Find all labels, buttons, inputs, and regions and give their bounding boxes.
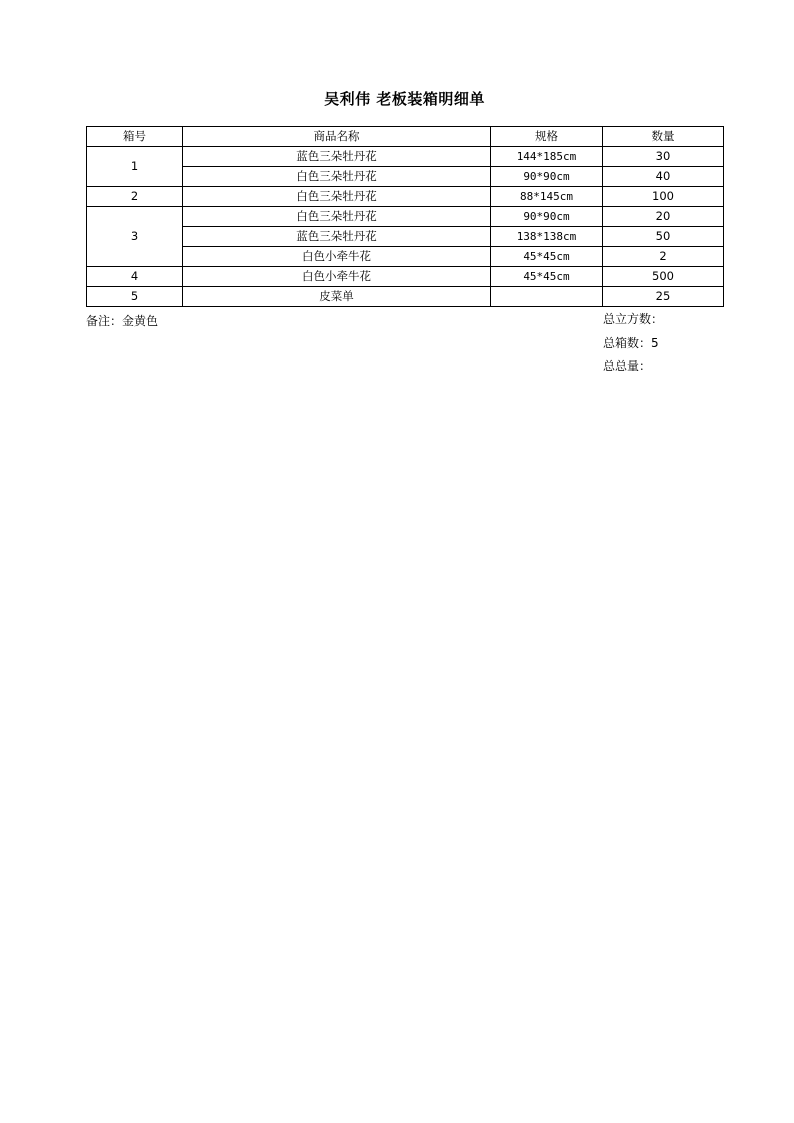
quantity-cell: 2	[603, 247, 724, 267]
table-row	[87, 247, 724, 267]
product-name-cell: 白色小牵牛花	[183, 267, 491, 287]
product-name-cell: 蓝色三朵牡丹花	[183, 227, 491, 247]
header-product-name: 商品名称	[183, 127, 491, 147]
box-number-cell: 2	[87, 187, 183, 207]
page-title: 吴利伟 老板装箱明细单	[324, 90, 485, 108]
table-row	[87, 147, 724, 167]
box-number-cell: 1	[87, 147, 183, 187]
header-quantity: 数量	[603, 127, 724, 147]
quantity-cell: 500	[603, 267, 724, 287]
table-row	[87, 187, 724, 207]
quantity-cell: 25	[603, 287, 724, 307]
product-name-cell: 皮菜单	[183, 287, 491, 307]
header-spec: 规格	[491, 127, 603, 147]
quantity-cell: 30	[603, 147, 724, 167]
quantity-cell: 20	[603, 207, 724, 227]
packing-list-table	[86, 126, 724, 307]
spec-cell: 90*90cm	[491, 207, 603, 227]
quantity-cell: 100	[603, 187, 724, 207]
box-number-cell: 4	[87, 267, 183, 287]
spec-cell: 144*185cm	[491, 147, 603, 167]
header-box-no: 箱号	[87, 127, 183, 147]
box-number-cell: 5	[87, 287, 183, 307]
product-name-cell: 白色小牵牛花	[183, 247, 491, 267]
table-row	[87, 227, 724, 247]
total-volume-label: 总立方数：	[603, 312, 664, 326]
box-number-cell: 3	[87, 207, 183, 267]
table-row	[87, 207, 724, 227]
product-name-cell: 蓝色三朵牡丹花	[183, 147, 491, 167]
remarks-note: 备注：金黄色	[86, 314, 159, 328]
spec-cell: 90*90cm	[491, 167, 603, 187]
quantity-cell: 40	[603, 167, 724, 187]
spec-cell: 88*145cm	[491, 187, 603, 207]
spec-cell: 45*45cm	[491, 267, 603, 287]
product-name-cell: 白色三朵牡丹花	[183, 187, 491, 207]
product-name-cell: 白色三朵牡丹花	[183, 207, 491, 227]
table-row	[87, 267, 724, 287]
spec-cell: 45*45cm	[491, 247, 603, 267]
table-header-row	[87, 127, 724, 147]
table-row	[87, 287, 724, 307]
spec-cell	[491, 287, 603, 307]
product-name-cell: 白色三朵牡丹花	[183, 167, 491, 187]
spec-cell: 138*138cm	[491, 227, 603, 247]
quantity-cell: 50	[603, 227, 724, 247]
table-row	[87, 167, 724, 187]
total-weight-label: 总总量：	[603, 359, 652, 373]
total-boxes-label: 总箱数：5	[603, 336, 659, 350]
